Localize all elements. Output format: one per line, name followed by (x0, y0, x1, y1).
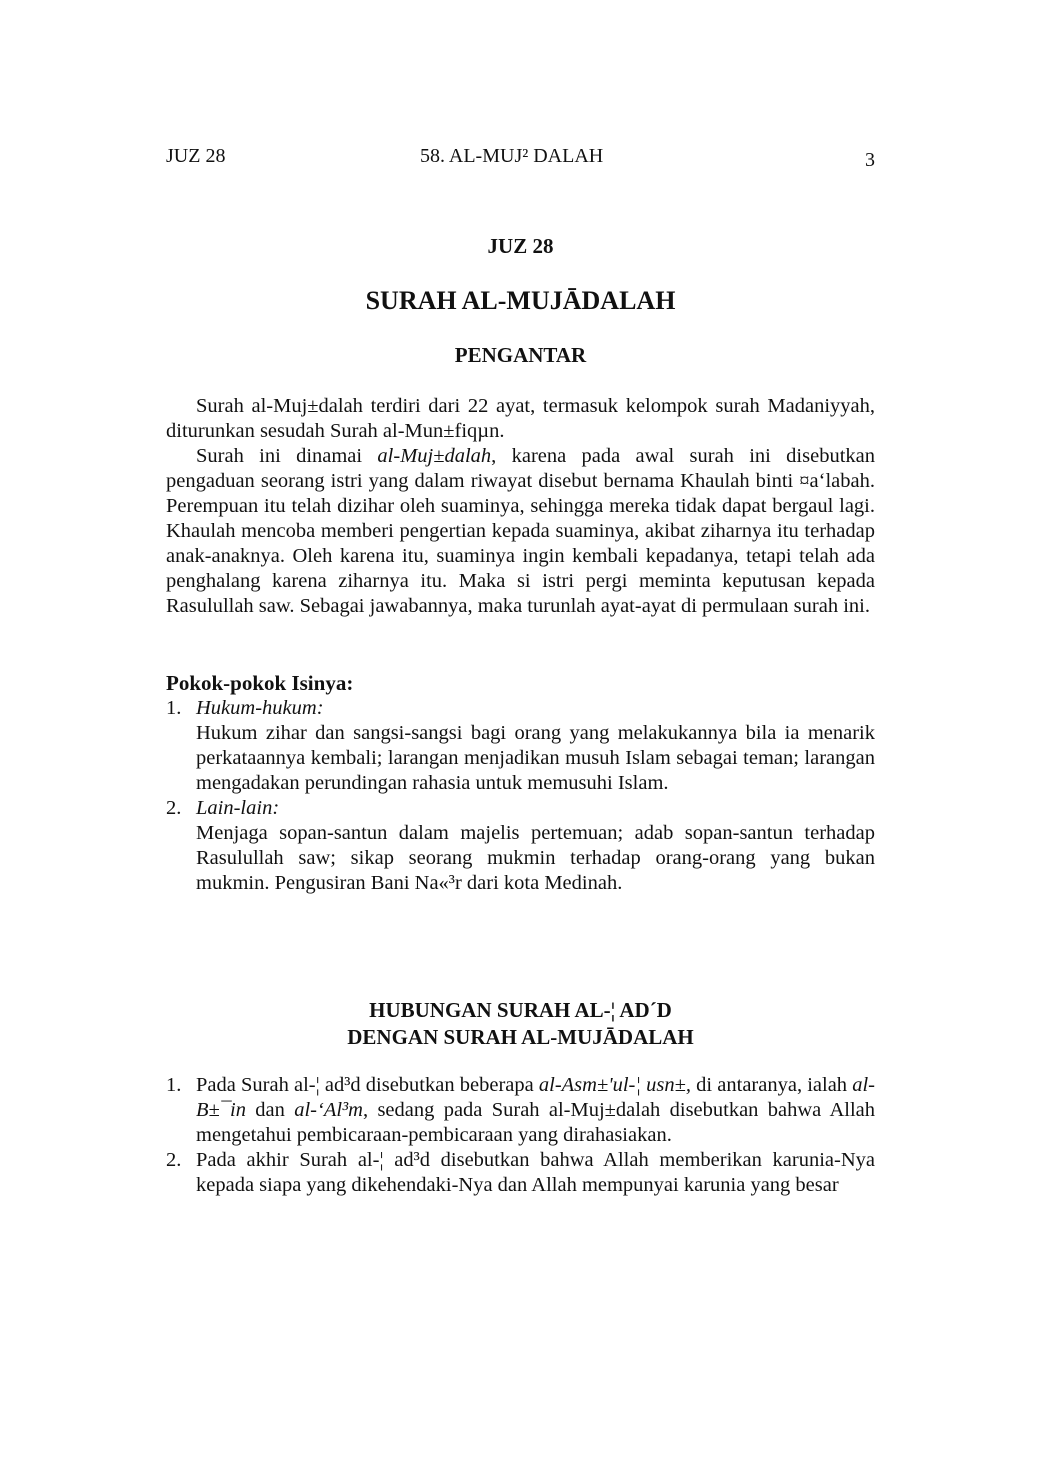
surah-title: SURAH AL-MUJĀDALAH (365, 286, 676, 315)
hubungan-item-1-text-b: di antaranya, ialah (691, 1074, 853, 1096)
pokok-item-number: 2. (166, 797, 182, 819)
hubungan-item-1-text-a: Pada Surah al-¦ ad³d disebutkan beberapa (196, 1074, 539, 1096)
hubungan-item-1-text-c: dan (245, 1099, 295, 1121)
pokok-item-title: Lain-lain: (196, 797, 280, 819)
intro-p2-text-b: , karena pada awal surah ini disebutkan pengaduan seorang istri yang dalam riwayat disebut bernama Khaulah binti ¤a‘labah. Perempuan itu telah dizihar oleh suaminya, sehingga mereka tidak dapat bergaul lagi. Khaulah mencoba memberi pengertian kepada suaminya, akibat ziharnya itu terhadap anak-anaknya. Oleh karena itu, suaminya ingin kembali kepadanya, tetapi telah ada penghalang karena ziharnya itu. Maka si istri pergi meminta keputusan kepada Rasulullah saw. Sebagai jawabannya, maka turunlah ayat-ayat di permulaan surah ini. (166, 445, 875, 617)
intro-paragraph-2 (166, 444, 875, 619)
hubungan-item-1-text-d: , sedang pada Surah al-Muj±dalah disebutkan bahwa Allah mengetahui pembicaraan-pembicaraan yang dirahasiakan. (196, 1099, 875, 1146)
pokok-item (166, 796, 875, 896)
running-head-juz: JUZ 28 (166, 145, 226, 167)
hubungan-item-number: 2. (166, 1149, 182, 1171)
hubungan-item-1-italic-1: al-Asm±'ul-¦ usn±, (538, 1074, 692, 1096)
hubungan-item-number: 1. (166, 1074, 182, 1096)
pengantar-heading: PENGANTAR (454, 343, 587, 367)
hubungan-item-1-italic-2: al-B±¯in (196, 1074, 875, 1121)
pokok-item (166, 696, 875, 796)
hubungan-item-1-italic-3: al-‘Al³m (294, 1099, 363, 1121)
hubungan-heading (166, 997, 875, 1051)
running-head-surah: 58. AL-MUJ² DALAH (420, 145, 604, 167)
intro-p2-text-a: Surah ini dinamai (196, 445, 378, 467)
pokok-item-number: 1. (166, 697, 182, 719)
intro-paragraph-1: Surah al-Muj±dalah terdiri dari 22 ayat, termasuk kelompok surah Madaniyyah, diturunkan sesudah Surah al-Mun±fiqµn. (166, 395, 875, 442)
intro-section (166, 394, 875, 619)
pokok-item-body: Hukum zihar dan sangsi-sangsi bagi orang yang melakukannya bila ia menarik perkataannya kembali; larangan menjadikan musuh Islam sebagai teman; larangan mengadakan perundingan rahasia untuk memusuhi Islam. (196, 722, 875, 794)
hubungan-list (166, 1073, 875, 1198)
running-head (166, 145, 875, 173)
hubungan-item (166, 1073, 875, 1148)
hubungan-heading-line-2: DENGAN SURAH AL-MUJĀDALAH (347, 1025, 694, 1049)
page-number: 3 (865, 149, 875, 171)
pokok-heading: Pokok-pokok Isinya: (166, 671, 354, 695)
hubungan-heading-line-1: HUBUNGAN SURAH AL-¦ AD´D (369, 998, 672, 1022)
pokok-item-body: Menjaga sopan-santun dalam majelis pertemuan; adab sopan-santun terhadap Rasulullah saw; sikap seorang mukmin terhadap orang-orang yang bukan mukmin. Pengusiran Bani Na«³r dari kota Medinah. (196, 822, 875, 894)
pokok-list (166, 696, 875, 896)
pokok-item-title: Hukum-hukum: (196, 697, 324, 719)
juz-heading: JUZ 28 (487, 234, 554, 258)
intro-p2-italic: al-Muj±dalah (377, 445, 492, 467)
hubungan-item (166, 1148, 875, 1198)
hubungan-item-2-text: Pada akhir Surah al-¦ ad³d disebutkan bahwa Allah memberikan karunia-Nya kepada siapa yang dikehendaki-Nya dan Allah mempunyai karunia yang besar (196, 1149, 875, 1196)
